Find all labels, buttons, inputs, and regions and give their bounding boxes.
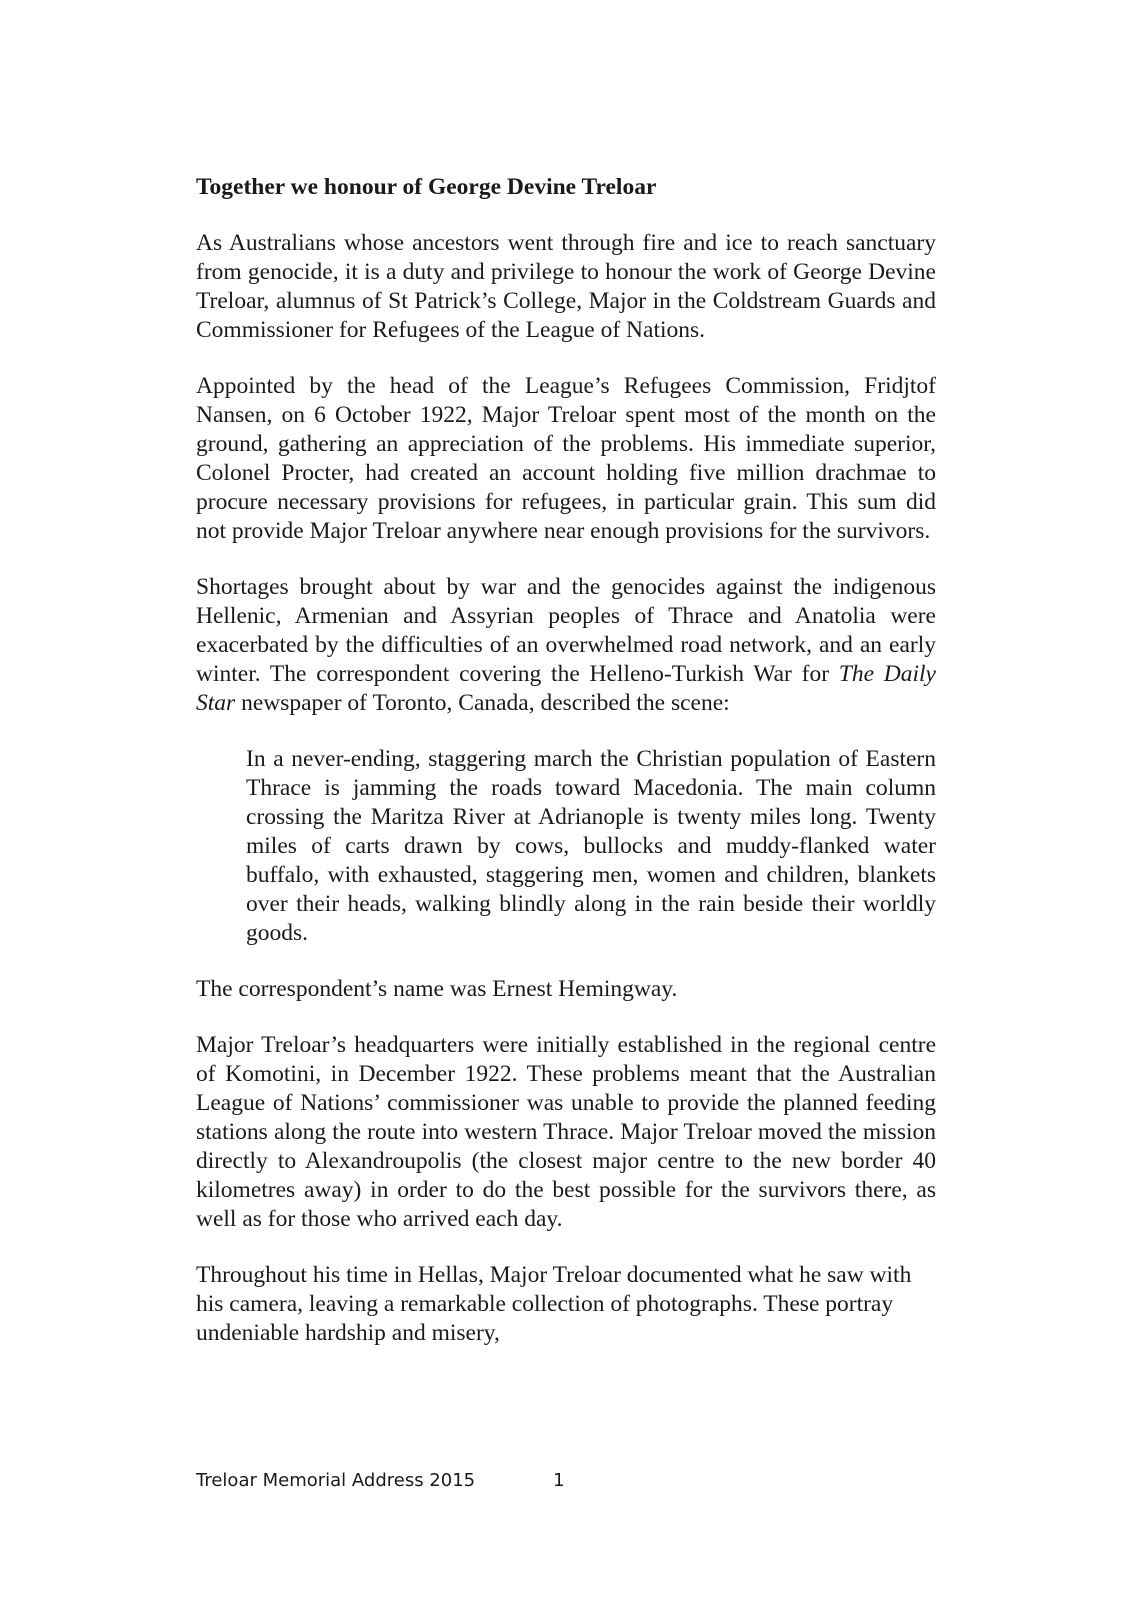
paragraph-3-text: Shortages brought about by war and the genocides against the indigenous Hellenic, Armenian and Assyrian peoples of Thrace and Anatolia were exacerbated by the difficulties of an overwhelmed road network, and an early winter. The correspondent covering the Helleno-Turkish War for xyxy=(196,574,936,687)
paragraph-5: Major Treloar’s headquarters were initially established in the regional centre of Komotini, in December 1922. These problems meant that the Australian League of Nations’ commissioner was unable to provide the planned feeding stations along the route into western Thrace. Major Treloar moved the mission directly to Alexandroupolis (the closest major centre to the new border 40 kilometres away) in order to do the best possible for the survivors there, as well as for those who arrived each day. xyxy=(196,1032,936,1232)
paragraph-3-tail: newspaper of Toronto, Canada, described the scene: xyxy=(235,690,730,716)
paragraph-6: Throughout his time in Hellas, Major Treloar documented what he saw with his camera, leaving a remarkable collection of photographs. These portray undeniable hardship and misery, xyxy=(196,1262,912,1346)
paragraph-3 xyxy=(196,573,936,718)
page-title: Together we honour of George Devine Treloar xyxy=(196,174,657,200)
document-body xyxy=(196,173,936,1375)
paragraph-1: As Australians whose ancestors went through fire and ice to reach sanctuary from genocide, it is a duty and privilege to honour the work of George Devine Treloar, alumnus of St Patrick’s College, Major in the Coldstream Guards and Commissioner for Refugees of the League of Nations. xyxy=(196,230,936,343)
paragraph-2: Appointed by the head of the League’s Refugees Commission, Fridjtof Nansen, on 6 October 1922, Major Treloar spent most of the month on the ground, gathering an appreciation of the problems. His immediate superior, Colonel Procter, had created an account holding five million drachmae to procure necessary provisions for refugees, in particular grain. This sum did not provide Major Treloar anywhere near enough provisions for the survivors. xyxy=(196,373,936,544)
block-quote: In a never-ending, staggering march the Christian population of Eastern Thrace is jamming the roads toward Macedonia. The main column crossing the Maritza River at Adrianople is twenty miles long. Twenty miles of carts drawn by cows, bullocks and muddy-flanked water buffalo, with exhausted, staggering men, women and children, blankets over their heads, walking blindly along in the rain beside their worldly goods. xyxy=(246,746,936,946)
paragraph-4: The correspondent’s name was Ernest Hemingway. xyxy=(196,976,678,1002)
page-number: 1 xyxy=(553,1470,565,1491)
newspaper-name: The Daily Star xyxy=(196,661,936,716)
footer-label: Treloar Memorial Address 2015 xyxy=(196,1470,476,1491)
page-footer xyxy=(196,1470,565,1491)
